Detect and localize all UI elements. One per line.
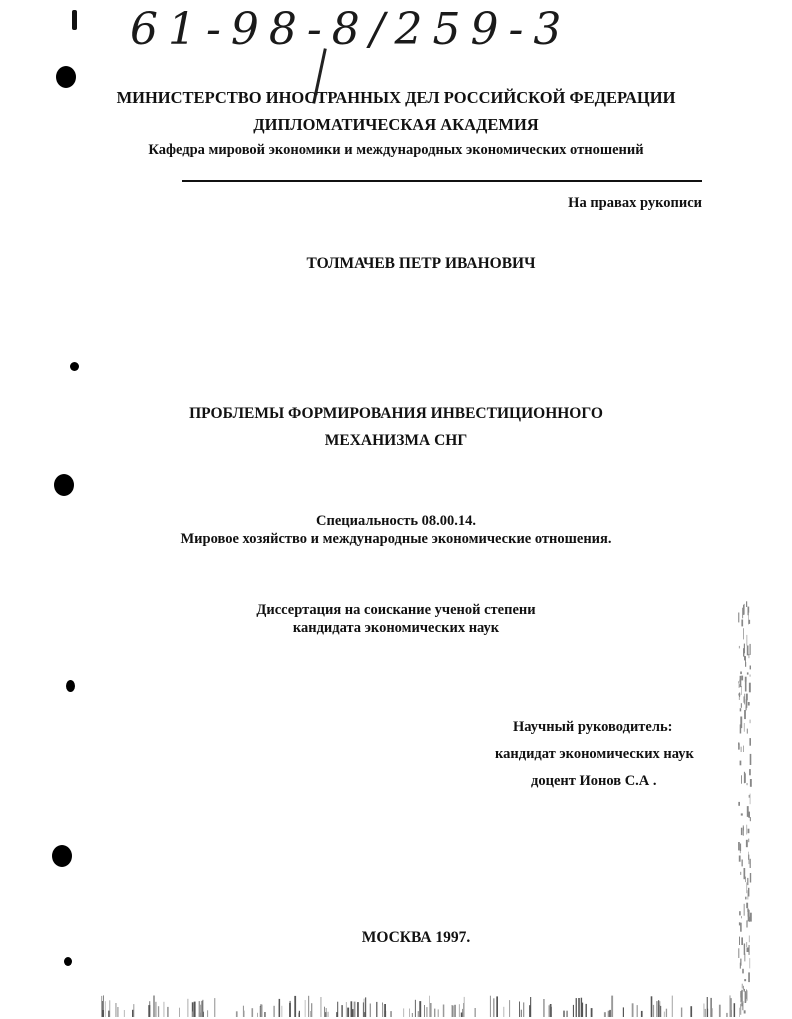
noise-mark [741, 916, 742, 918]
noise-mark [747, 882, 748, 893]
noise-mark [738, 802, 740, 806]
punch-hole-5 [52, 845, 72, 867]
noise-mark [459, 1004, 460, 1017]
header-divider [182, 180, 702, 182]
noise-mark [530, 997, 531, 1017]
noise-mark [734, 1003, 736, 1017]
noise-mark [740, 991, 742, 998]
noise-mark [666, 1009, 667, 1017]
noise-mark [740, 672, 742, 675]
noise-mark [747, 806, 749, 817]
noise-mark [409, 1009, 410, 1018]
noise-mark [346, 1002, 347, 1017]
noise-mark [563, 1011, 564, 1017]
noise-mark [454, 1005, 456, 1017]
rights-note: На правах рукописи [568, 195, 702, 211]
noise-mark [578, 998, 580, 1017]
noise-mark [743, 825, 744, 835]
noise-mark [321, 997, 322, 1017]
noise-mark [749, 683, 751, 693]
noise-mark [746, 840, 748, 847]
noise-mark [115, 1003, 116, 1017]
noise-mark [179, 1008, 180, 1017]
noise-mark [738, 948, 739, 958]
noise-mark [690, 1006, 692, 1017]
noise-mark [252, 1008, 254, 1017]
department-heading: Кафедра мировой экономики и международных экономических отношений [148, 142, 644, 158]
noise-mark [623, 1007, 624, 1017]
noise-mark [739, 856, 741, 862]
noise-mark [158, 1006, 159, 1017]
tick-mark [72, 10, 77, 30]
noise-mark [430, 1003, 432, 1017]
noise-mark [461, 1013, 463, 1018]
noise-mark [705, 1009, 706, 1017]
punch-hole-6 [64, 957, 72, 966]
noise-mark [739, 684, 740, 688]
noise-mark [354, 1002, 356, 1017]
noise-mark [651, 996, 653, 1017]
noise-mark [412, 1013, 413, 1017]
noise-mark [475, 1008, 476, 1017]
noise-mark [324, 1007, 325, 1017]
noise-mark [742, 686, 743, 695]
noise-mark [744, 694, 745, 705]
noise-mark [659, 1001, 660, 1017]
noise-mark [427, 1007, 428, 1017]
noise-mark [434, 1009, 435, 1017]
noise-mark [742, 860, 743, 867]
noise-mark [750, 958, 751, 968]
noise-mark [750, 720, 751, 724]
noise-mark [749, 795, 750, 798]
title-line-2: МЕХАНИЗМА СНГ [324, 432, 468, 449]
noise-mark [341, 1005, 342, 1017]
noise-mark [429, 996, 430, 1017]
noise-mark [364, 999, 365, 1017]
noise-mark [747, 672, 749, 674]
noise-mark [750, 644, 751, 655]
noise-mark [384, 1004, 386, 1017]
noise-mark [586, 1004, 587, 1017]
noise-mark [257, 1013, 258, 1017]
noise-mark [750, 779, 752, 787]
noise-mark [742, 969, 744, 974]
noise-mark [740, 1004, 741, 1015]
noise-mark [203, 1000, 204, 1017]
dissertation-line-2: кандидата экономических наук [292, 620, 500, 636]
noise-mark [750, 859, 751, 868]
noise-mark [740, 844, 741, 852]
noise-mark [611, 996, 613, 1017]
noise-mark [200, 1005, 201, 1017]
noise-mark [299, 1011, 300, 1017]
noise-mark [738, 694, 740, 696]
ministry-heading: МИНИСТЕРСТВО ИНОСТРАННЫХ ДЕЛ РОССИЙСКОЙ ФЕДЕРАЦИИ [116, 88, 676, 107]
punch-hole-4 [66, 680, 75, 692]
noise-mark [357, 1002, 359, 1017]
noise-mark [747, 783, 748, 785]
noise-mark [493, 998, 494, 1017]
scan-edge-noise [100, 995, 740, 1017]
noise-mark [744, 772, 745, 783]
noise-mark [390, 1011, 392, 1017]
noise-mark [148, 1005, 150, 1017]
noise-mark [740, 872, 741, 875]
noise-mark [742, 984, 743, 989]
noise-mark [102, 1001, 103, 1017]
noise-mark [133, 1004, 134, 1017]
noise-mark [743, 746, 744, 752]
noise-mark [124, 1010, 125, 1017]
noise-mark [750, 873, 751, 883]
noise-mark [523, 1002, 524, 1017]
noise-mark [273, 1006, 274, 1017]
noise-mark [260, 1007, 261, 1018]
noise-mark [403, 1008, 404, 1017]
noise-mark [749, 916, 750, 920]
noise-mark [347, 1008, 349, 1017]
noise-mark [740, 851, 741, 854]
noise-mark [657, 1001, 658, 1017]
noise-mark [419, 1001, 421, 1017]
noise-mark [749, 855, 750, 865]
noise-mark [415, 1000, 416, 1017]
noise-mark [164, 1002, 165, 1017]
dissertation-line-1: Диссертация на соискание ученой степени [256, 602, 536, 618]
noise-mark [749, 654, 750, 658]
noise-mark [744, 1010, 746, 1013]
noise-mark [750, 817, 751, 821]
noise-mark [744, 723, 745, 732]
noise-mark [746, 942, 747, 947]
noise-mark [742, 1001, 743, 1010]
noise-mark [490, 996, 491, 1017]
noise-mark [294, 996, 296, 1017]
noise-mark [739, 646, 740, 649]
noise-mark [744, 644, 745, 654]
noise-mark [750, 675, 751, 677]
noise-mark [748, 607, 750, 613]
noise-mark [194, 1002, 196, 1017]
specialty-code: Специальность 08.00.14. [316, 513, 476, 529]
noise-mark [745, 662, 746, 667]
noise-mark [707, 1009, 708, 1017]
noise-mark [747, 948, 749, 953]
noise-mark [452, 1006, 454, 1018]
noise-mark [632, 1003, 634, 1017]
noise-mark [741, 937, 743, 945]
noise-mark [744, 696, 745, 702]
noise-mark [443, 1005, 445, 1018]
noise-mark [747, 729, 748, 734]
noise-mark [730, 995, 731, 1017]
noise-mark [550, 1007, 551, 1017]
noise-mark [745, 897, 746, 900]
noise-mark [749, 936, 750, 943]
noise-mark [376, 1002, 377, 1017]
noise-mark [745, 680, 747, 691]
noise-mark [746, 694, 748, 701]
noise-mark [750, 754, 752, 765]
noise-mark [749, 738, 751, 746]
noise-mark [653, 1005, 654, 1017]
noise-mark [365, 997, 366, 1017]
noise-mark [658, 1000, 659, 1017]
academy-heading: ДИПЛОМАТИЧЕСКАЯ АКАДЕМИЯ [253, 115, 539, 134]
noise-mark [704, 1004, 705, 1018]
city-year: МОСКВА 1997. [361, 929, 471, 946]
noise-mark [744, 710, 746, 719]
noise-mark [289, 1003, 291, 1017]
noise-mark [746, 699, 748, 708]
noise-mark [576, 998, 577, 1017]
noise-mark [188, 999, 189, 1017]
noise-mark [741, 813, 743, 815]
noise-mark [744, 954, 745, 962]
noise-mark [351, 1001, 353, 1017]
noise-mark [744, 944, 745, 955]
noise-mark [749, 620, 751, 624]
scan-side-noise [738, 600, 752, 1019]
noise-mark [192, 1012, 193, 1018]
noise-mark [746, 920, 747, 927]
noise-mark [744, 868, 746, 879]
noise-mark [282, 1006, 283, 1017]
noise-mark [744, 904, 745, 916]
noise-mark [167, 1007, 169, 1017]
noise-mark [747, 646, 749, 656]
noise-mark [264, 1012, 265, 1017]
noise-mark [748, 972, 750, 982]
noise-mark [549, 1005, 551, 1017]
noise-mark [748, 829, 750, 834]
noise-mark [382, 1005, 383, 1017]
noise-mark [509, 1000, 510, 1017]
noise-mark [747, 990, 748, 1000]
noise-mark [604, 1012, 606, 1017]
noise-mark [748, 613, 749, 624]
noise-mark [740, 761, 742, 766]
supervisor-degree: кандидат экономических наук [495, 746, 694, 762]
noise-mark [591, 1008, 593, 1017]
noise-mark [741, 676, 743, 681]
noise-mark [747, 635, 748, 646]
noise-mark [741, 747, 742, 752]
noise-mark [746, 903, 748, 909]
noise-mark [745, 991, 747, 1003]
noise-mark [712, 1008, 713, 1017]
noise-mark [747, 825, 748, 835]
noise-mark [566, 1011, 568, 1017]
noise-mark [744, 604, 745, 614]
noise-mark [310, 1011, 311, 1017]
noise-mark [103, 995, 104, 1017]
noise-mark [741, 828, 743, 835]
specialty-name: Мировое хозяйство и международные экономические отношения. [180, 531, 612, 547]
noise-mark [207, 1010, 208, 1017]
noise-mark [740, 676, 742, 687]
noise-mark [738, 681, 739, 683]
noise-mark [118, 1007, 119, 1017]
noise-mark [214, 998, 215, 1017]
noise-mark [153, 996, 155, 1018]
noise-mark [719, 1005, 721, 1017]
noise-mark [739, 922, 741, 925]
noise-mark [739, 937, 740, 945]
noise-mark [740, 717, 742, 729]
author-name: ТОЛМАЧЕВ ПЕТР ИВАНОВИЧ [306, 255, 536, 272]
noise-mark [711, 998, 712, 1017]
noise-mark [747, 878, 748, 885]
noise-mark [155, 1002, 156, 1017]
noise-mark [744, 979, 746, 981]
noise-mark [544, 999, 545, 1017]
noise-mark [279, 999, 281, 1017]
supervisor-label: Научный руководитель: [513, 719, 673, 735]
noise-mark [325, 1012, 326, 1017]
noise-mark [738, 742, 739, 749]
noise-mark [608, 1011, 610, 1017]
noise-mark [748, 839, 749, 843]
noise-mark [519, 1002, 520, 1018]
noise-mark [746, 601, 747, 607]
noise-mark [424, 1005, 425, 1017]
noise-mark [305, 1000, 306, 1017]
noise-mark [109, 1000, 110, 1017]
noise-mark [199, 1001, 201, 1017]
noise-mark [738, 842, 740, 850]
handwritten-archive-code: 61-98-8/259-3 [130, 4, 572, 55]
noise-mark [726, 1013, 728, 1017]
noise-mark [745, 877, 746, 883]
noise-mark [609, 1010, 610, 1017]
title-line-1: ПРОБЛЕМЫ ФОРМИРОВАНИЯ ИНВЕСТИЦИОННОГО [189, 405, 603, 422]
noise-mark [243, 1006, 244, 1017]
noise-mark [311, 1003, 312, 1017]
noise-mark [750, 666, 751, 670]
noise-mark [748, 702, 750, 706]
noise-mark [105, 1001, 106, 1017]
noise-mark [637, 1005, 638, 1017]
noise-mark [748, 888, 749, 897]
noise-mark [740, 708, 742, 711]
noise-mark [741, 775, 742, 783]
noise-mark [738, 613, 739, 623]
noise-mark [573, 1005, 574, 1017]
punch-hole-1 [56, 66, 76, 88]
supervisor-name: доцент Ионов С.А . [531, 773, 657, 789]
noise-mark [581, 1003, 583, 1017]
noise-mark [750, 913, 752, 922]
noise-mark [452, 1005, 453, 1017]
noise-mark [496, 996, 498, 1017]
noise-mark [672, 996, 673, 1017]
noise-mark [328, 1012, 329, 1017]
noise-mark [464, 997, 465, 1017]
noise-mark [741, 703, 742, 708]
punch-hole-3 [54, 474, 74, 496]
noise-mark [418, 1011, 419, 1017]
punch-hole-2 [70, 362, 79, 371]
noise-mark [337, 1002, 338, 1017]
noise-mark [681, 1008, 682, 1018]
noise-mark [641, 1011, 643, 1017]
noise-mark [740, 963, 741, 969]
noise-mark [741, 620, 743, 627]
noise-mark [370, 1004, 371, 1018]
noise-mark [748, 908, 749, 916]
noise-mark [308, 996, 309, 1017]
noise-mark [749, 945, 750, 955]
noise-mark [744, 989, 746, 992]
noise-mark [236, 1011, 238, 1017]
noise-mark [743, 628, 744, 639]
noise-mark [750, 794, 751, 805]
noise-mark [504, 1007, 505, 1017]
noise-mark [739, 911, 741, 915]
noise-mark [203, 1012, 204, 1017]
noise-mark [438, 1009, 439, 1017]
noise-mark [742, 608, 743, 619]
noise-mark [521, 1010, 522, 1017]
noise-mark [664, 1012, 665, 1017]
noise-mark [748, 852, 749, 860]
noise-mark [749, 769, 751, 775]
